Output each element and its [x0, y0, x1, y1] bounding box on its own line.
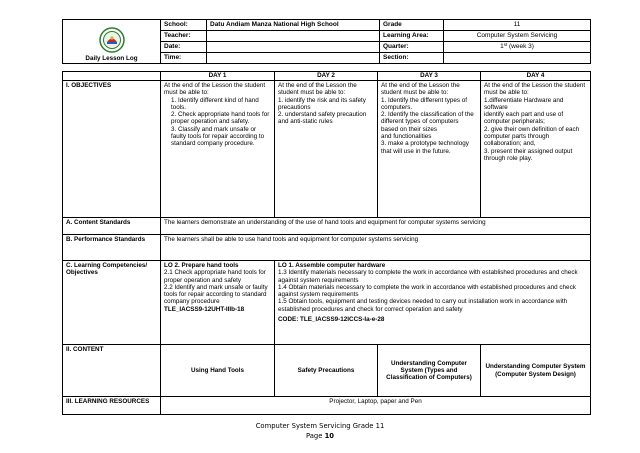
objectives-day4-line: 2. give their own definition of each computer parts through collaboration; and, — [484, 125, 580, 148]
quarter-number: 1 — [500, 43, 504, 50]
header-table — [62, 19, 591, 64]
content-standards-label: A. Content Standards — [63, 218, 161, 235]
day-1-header: DAY 1 — [161, 72, 275, 81]
quarter-week: (week 3) — [507, 43, 534, 50]
lo2-line: 2.1 Check appropriate hand tools for proper operation and safety — [164, 269, 266, 284]
lesson-log-table — [62, 71, 591, 415]
quarter-value — [444, 42, 591, 53]
time-label: Time: — [161, 53, 207, 64]
page-number: 10 — [324, 432, 335, 440]
learning-area-value: Computer System Servicing — [444, 31, 591, 42]
objectives-day3-line: 2. Identify the classification of the different types of computers based on their sizes — [381, 111, 474, 133]
teacher-label: Teacher: — [161, 31, 207, 42]
objectives-day1-item: 1. Identify different kind of hand tools. — [171, 96, 259, 111]
objectives-day3-line: 3. make a prototype technology that will use in the future. — [381, 140, 469, 155]
logo-cell — [63, 20, 161, 64]
resources-row — [63, 397, 591, 415]
content-label: II. CONTENT — [63, 345, 161, 397]
lo2-code: TLE_IACSS9-12UHT-IIIb-18 — [164, 305, 245, 313]
grade-label: Grade — [380, 20, 444, 31]
school-label: School: — [161, 20, 207, 31]
grade-value: 11 — [444, 20, 591, 31]
content-day3: Understanding Computer System (Types and Classification of Computers) — [378, 345, 481, 397]
corner-cell — [63, 72, 161, 81]
quarter-ordinal: st — [503, 42, 508, 47]
resources-text: Projector, Laptop, paper and Pen — [161, 397, 591, 415]
lo1-code: CODE: TLE_IACSS9-12ICCS-Ia-e-28 — [278, 316, 385, 324]
day-3-header: DAY 3 — [378, 72, 481, 81]
log-title: Daily Lesson Log — [85, 55, 138, 62]
performance-standards-row — [63, 235, 591, 261]
resources-label: III. LEARNING RESOURCES — [63, 397, 161, 415]
objectives-day4-line: 3. present their assigned output through role play. — [484, 147, 573, 162]
lo1-line: 1.4 Obtain materials necessary to complete the work in accordance with established procedures and check against system requirements — [278, 283, 576, 299]
lo1-line: 1.3 Identify materials necessary to complete the work in accordance with established procedures and check against system requirements — [278, 269, 578, 284]
section-value — [444, 53, 591, 64]
lo1-line: 1.5 Obtain tools, equipment and testing devices needed to carry out installation work in accordance with established procedures and check for correct operation and safety — [278, 298, 568, 313]
objectives-row — [63, 81, 591, 218]
teacher-value — [207, 31, 380, 42]
time-value — [207, 53, 380, 64]
objectives-day4-line: At the end of the Lesson the student must be able to: — [484, 82, 586, 97]
content-day4: Understanding Computer System (Computer System Design) — [481, 345, 591, 397]
content-standards-row — [63, 218, 591, 235]
objectives-day2-item: 1. identify the risk and its safety precautions — [278, 96, 366, 111]
objectives-day2 — [275, 81, 378, 218]
lo1-title: LO 1. Assemble computer hardware — [278, 262, 386, 269]
objectives-day4 — [481, 81, 591, 218]
footer-title: Computer System Servicing Grade 11 — [255, 422, 385, 430]
content-row — [63, 345, 591, 397]
performance-standards-label: B. Performance Standards — [63, 235, 161, 261]
competencies-lo2 — [161, 261, 275, 345]
objectives-day1-intro: At the end of the Lesson the student must be able to: — [164, 82, 266, 97]
competencies-label: C. Learning Competencies/ Objectives — [63, 261, 161, 345]
competencies-lo1 — [275, 261, 591, 345]
objectives-day1-item: 3. Classify and mark unsafe or faulty tools for repair according to standard company procedure. — [171, 125, 265, 148]
objectives-day4-line: identify each part and use of computer peripherals; — [484, 111, 564, 126]
objectives-day3-line: and functionalities — [381, 133, 432, 141]
objectives-day2-item: 2. understand safety precaution and anti-static rules — [278, 111, 367, 126]
lo2-title: LO 2. Prepare hand tools — [164, 262, 239, 269]
objectives-day3-line: 1. Identify the different types of computers. — [381, 96, 467, 111]
competencies-row — [63, 261, 591, 345]
day-2-header: DAY 2 — [275, 72, 378, 81]
objectives-label: I. OBJECTIVES — [63, 81, 161, 218]
objectives-day1 — [161, 81, 275, 218]
page-prefix: Page — [305, 432, 325, 440]
performance-standards-text: The learners shall be able to use hand tools and equipment for computer systems servicing — [161, 235, 591, 261]
objectives-day4-line: 1.differentiate Hardware and software — [484, 96, 564, 111]
objectives-day3-line: At the end of the Lesson the student must be able to: — [381, 82, 460, 97]
day-4-header: DAY 4 — [481, 72, 591, 81]
date-value — [207, 42, 380, 53]
lo2-line: 2.2 Identify and mark unsafe or faulty tools for repair according to standard company procedure — [164, 283, 268, 306]
date-label: Date: — [161, 42, 207, 53]
objectives-day2-intro: At the end of the Lesson the student must be able to: — [278, 82, 357, 97]
learning-area-label: Learning Area: — [380, 31, 444, 42]
deped-seal-icon — [99, 27, 125, 53]
content-standards-text: The learners demonstrate an understanding of the use of hand tools and equipment for computer systems servicing — [161, 218, 591, 235]
school-value: Datu Andiam Manza National High School — [207, 20, 380, 31]
content-day2: Safety Precautions — [275, 345, 378, 397]
quarter-label: Quarter: — [380, 42, 444, 53]
content-day1: Using Hand Tools — [161, 345, 275, 397]
objectives-day3 — [378, 81, 481, 218]
section-label: Section: — [380, 53, 444, 64]
footer-page — [0, 432, 640, 441]
day-header-row — [63, 72, 591, 81]
objectives-day1-item: 2. Check appropriate hand tools for proper operation and safety. — [171, 111, 270, 126]
